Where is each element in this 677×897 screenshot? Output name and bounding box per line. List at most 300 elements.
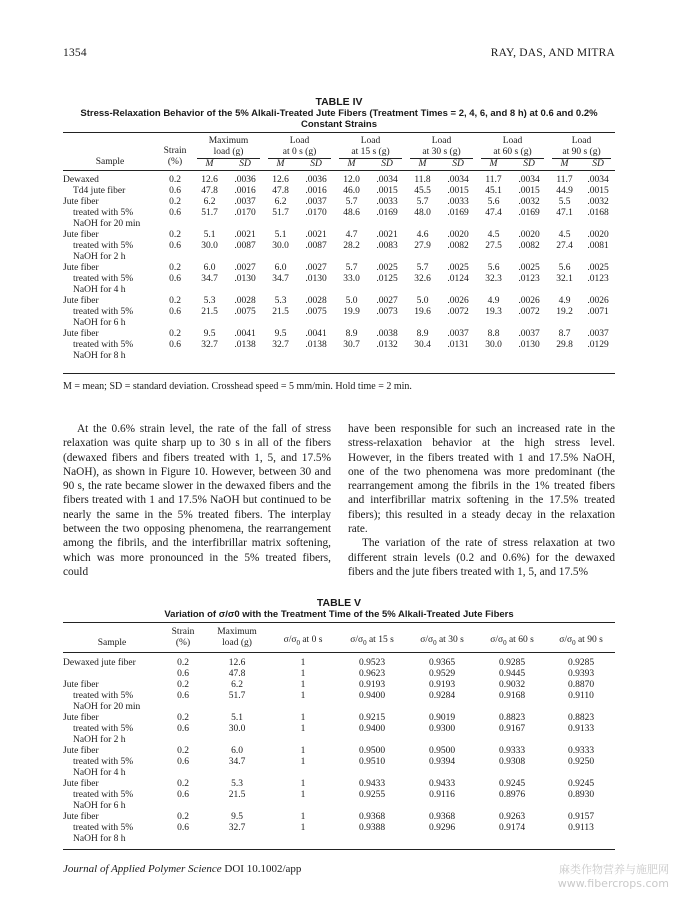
- m-cell: 51.7: [201, 207, 218, 218]
- journal-name: Journal of Applied Polymer Science: [63, 863, 222, 875]
- table4-header-sd: SD: [592, 159, 604, 169]
- table5-header: Maximum load (g): [217, 627, 257, 648]
- max-load-cell: 51.7: [228, 691, 246, 701]
- m-cell: 6.2: [203, 196, 216, 207]
- table-row: [63, 702, 615, 713]
- m-cell: 27.5: [485, 240, 502, 251]
- max-load-cell: 12.6: [228, 658, 246, 668]
- doi: DOI 10.1002/app: [224, 863, 302, 875]
- sd-cell: [439, 318, 477, 329]
- m-cell: 30.0: [272, 240, 289, 251]
- sd-cell: [510, 285, 548, 296]
- sd-cell: .0082: [447, 240, 469, 251]
- sd-cell: .0026: [518, 295, 540, 306]
- table-row: [63, 768, 615, 779]
- ratio-0s-cell: 1: [300, 746, 306, 756]
- ratio-15s-cell: 0.9193: [358, 680, 386, 690]
- m-cell: 30.7: [343, 339, 360, 350]
- sd-cell: .0021: [376, 229, 398, 240]
- sd-cell: .0073: [376, 306, 398, 317]
- sd-cell: .0016: [234, 185, 256, 196]
- m-cell: [477, 285, 510, 296]
- m-cell: 30.0: [485, 339, 502, 350]
- m-cell: [548, 252, 581, 263]
- sd-cell: [581, 318, 615, 329]
- table4: [63, 136, 615, 362]
- table-row: [63, 219, 615, 230]
- body-paragraph: have been responsible for such an increased rate in the stress-relaxation behavior at the high stress level. However, in the fibers treated with 1 and 17.5% NaOH, one of the two phenomena was more predominant (the rearrangement among the fibrils in the 1% treated fibers and interfibrillar matrix softening in the 17.5% treated fibers); this resulted in a steady decay in the relaxation rate.: [348, 423, 615, 536]
- table-row: [63, 197, 615, 208]
- sd-cell: .0129: [587, 339, 609, 350]
- ratio-0s-cell: 1: [300, 757, 306, 767]
- table5-header: $\sigma/\sigma_0$ at 15 s: [350, 635, 394, 647]
- sd-cell: .0034: [587, 174, 609, 185]
- ratio-60s-cell: 0.9263: [498, 812, 526, 822]
- sd-cell: .0168: [587, 207, 609, 218]
- sd-cell: [226, 318, 264, 329]
- running-head-authors: RAY, DAS, AND MITRA: [490, 47, 615, 59]
- table4-caption-line2: Constant Strains: [300, 119, 377, 130]
- strain-cell: 0.6: [177, 823, 189, 833]
- m-cell: [264, 252, 297, 263]
- max-load-cell: [205, 735, 269, 746]
- ratio-30s-cell: 0.9193: [428, 680, 456, 690]
- strain-cell: 0.2: [177, 746, 189, 756]
- table5-label: TABLE V: [316, 597, 362, 609]
- strain-cell: [157, 318, 193, 329]
- m-cell: 4.9: [558, 295, 571, 306]
- ratio-30s-cell: 0.9368: [428, 812, 456, 822]
- m-cell: 4.5: [558, 229, 571, 240]
- strain-cell: 0.2: [177, 779, 189, 789]
- m-cell: 28.2: [343, 240, 360, 251]
- body-left-column: [63, 422, 331, 579]
- sd-cell: .0021: [234, 229, 256, 240]
- sd-cell: [581, 252, 615, 263]
- m-cell: 32.7: [201, 339, 218, 350]
- sd-cell: .0170: [305, 207, 327, 218]
- ratio-30s-cell: 0.9300: [428, 724, 456, 734]
- sample-cell: NaOH for 2 h: [73, 735, 126, 745]
- table-row: [63, 274, 615, 285]
- table5-top-rule: [63, 622, 615, 623]
- body-paragraph: At the 0.6% strain level, the rate of the fall of stress relaxation was quite sharp up to 30 s in all of the fibers (dewaxed fibers and fibers treated with 1, 5, and 17.5% NaOH), as shown in Figure 10. However, between 30 and 90 s, the rate became slower in the dewaxed fibers and the fibers treated with 1 and 17.5% NaOH but continued to be nearly the same in the 5% treated fibers. The interplay between the two opposing phenomena, the rearrangement among the fibrils, and the interfibrillar matrix softening, which was more pronounced in the 5% treated fibers, could: [63, 423, 331, 578]
- table4-header-m: M: [205, 159, 214, 169]
- sd-cell: .0026: [447, 295, 469, 306]
- ratio-15s-cell: 0.9623: [358, 669, 386, 679]
- m-cell: 47.8: [272, 185, 289, 196]
- max-load-cell: 30.0: [228, 724, 246, 734]
- table-row: [63, 713, 615, 724]
- m-cell: 11.7: [485, 174, 502, 185]
- m-cell: 4.5: [487, 229, 500, 240]
- table4-header-group: Maximum load (g): [193, 136, 264, 159]
- m-cell: [406, 351, 439, 362]
- m-cell: 6.0: [203, 262, 216, 273]
- sample-cell: treated with 5%: [73, 724, 134, 734]
- sd-cell: .0034: [518, 174, 540, 185]
- sd-cell: .0041: [305, 328, 327, 339]
- ratio-90s-cell: 0.9285: [567, 658, 595, 668]
- ratio-60s-cell: 0.9285: [498, 658, 526, 668]
- sd-cell: .0025: [587, 262, 609, 273]
- sd-cell: .0071: [587, 306, 609, 317]
- table4-header-group: Load at 0 s (g): [264, 136, 335, 159]
- max-load-cell: 5.1: [231, 713, 243, 723]
- sd-cell: .0015: [376, 185, 398, 196]
- strain-cell: 0.2: [177, 713, 189, 723]
- table-row: [63, 823, 615, 834]
- m-cell: [264, 318, 297, 329]
- m-cell: 8.7: [558, 328, 571, 339]
- watermark-line2: www.fibercrops.com: [557, 877, 669, 890]
- sample-cell: treated with 5%: [73, 339, 134, 350]
- m-cell: 5.7: [416, 262, 429, 273]
- strain-cell: 0.2: [177, 680, 189, 690]
- ratio-30s-cell: 0.9296: [428, 823, 456, 833]
- m-cell: [335, 219, 368, 230]
- table-row: [63, 779, 615, 790]
- sample-cell: treated with 5%: [73, 691, 134, 701]
- sample-cell: Jute fiber: [63, 746, 99, 756]
- m-cell: 5.7: [345, 262, 358, 273]
- m-cell: 32.1: [556, 273, 573, 284]
- m-cell: [548, 219, 581, 230]
- strain-cell: 0.6: [169, 306, 181, 317]
- sd-cell: .0041: [234, 328, 256, 339]
- table4-header-m: M: [418, 159, 427, 169]
- strain-cell: 0.6: [177, 691, 189, 701]
- ratio-15s-cell: 0.9388: [358, 823, 386, 833]
- m-cell: 21.5: [272, 306, 289, 317]
- sd-cell: [439, 351, 477, 362]
- m-cell: 47.8: [201, 185, 218, 196]
- ratio-90s-cell: [547, 834, 615, 845]
- table-row: [63, 329, 615, 340]
- watermark-line1: 麻类作物营养与施肥网: [559, 863, 669, 876]
- sd-cell: .0015: [447, 185, 469, 196]
- sd-cell: .0021: [305, 229, 327, 240]
- sd-cell: .0170: [234, 207, 256, 218]
- sd-cell: [368, 318, 406, 329]
- ratio-60s-cell: 0.8976: [498, 790, 526, 800]
- sd-cell: [581, 285, 615, 296]
- sd-cell: .0016: [305, 185, 327, 196]
- sd-cell: .0130: [305, 273, 327, 284]
- ratio-15s-cell: [337, 702, 407, 713]
- m-cell: 29.8: [556, 339, 573, 350]
- table-row: [63, 186, 615, 197]
- sd-cell: .0032: [518, 196, 540, 207]
- m-cell: 5.0: [416, 295, 429, 306]
- strain-cell: 0.6: [169, 240, 181, 251]
- m-cell: 5.3: [203, 295, 216, 306]
- m-cell: [335, 285, 368, 296]
- table5-header: $\sigma/\sigma_0$ at 30 s: [420, 635, 464, 647]
- ratio-60s-cell: [477, 834, 547, 845]
- sample-cell: Td4 jute fiber: [73, 185, 126, 196]
- m-cell: 32.7: [272, 339, 289, 350]
- table-row: [63, 801, 615, 812]
- m-cell: 6.2: [274, 196, 287, 207]
- sd-cell: [581, 219, 615, 230]
- ratio-30s-cell: 0.9529: [428, 669, 456, 679]
- sd-cell: [297, 219, 335, 230]
- ratio-60s-cell: 0.9445: [498, 669, 526, 679]
- m-cell: 8.9: [416, 328, 429, 339]
- sd-cell: .0123: [518, 273, 540, 284]
- m-cell: 19.3: [485, 306, 502, 317]
- table-row: [63, 735, 615, 746]
- m-cell: [264, 351, 297, 362]
- table4-header-sd: SD: [452, 159, 464, 169]
- m-cell: 21.5: [201, 306, 218, 317]
- ratio-0s-cell: [269, 801, 337, 812]
- ratio-30s-cell: [407, 834, 477, 845]
- sd-cell: .0087: [305, 240, 327, 251]
- sample-cell: Jute fiber: [63, 295, 99, 306]
- ratio-30s-cell: 0.9394: [428, 757, 456, 767]
- sd-cell: [510, 351, 548, 362]
- sd-cell: [439, 219, 477, 230]
- ratio-15s-cell: 0.9255: [358, 790, 386, 800]
- table-row: [63, 307, 615, 318]
- table4-header-strain: Strain (%): [163, 145, 187, 167]
- sd-cell: .0087: [234, 240, 256, 251]
- m-cell: 30.0: [201, 240, 218, 251]
- sd-cell: .0020: [518, 229, 540, 240]
- ratio-0s-cell: 1: [300, 713, 306, 723]
- table4-header-group: Load at 30 s (g): [406, 136, 477, 159]
- table-row: [63, 252, 615, 263]
- ratio-15s-cell: 0.9500: [358, 746, 386, 756]
- sd-cell: .0027: [234, 262, 256, 273]
- m-cell: 48.0: [414, 207, 431, 218]
- table-row: [63, 680, 615, 691]
- m-cell: 12.6: [272, 174, 289, 185]
- table-row: [63, 658, 615, 669]
- max-load-cell: 34.7: [228, 757, 246, 767]
- sample-cell: Jute fiber: [63, 229, 99, 240]
- strain-cell: 0.2: [169, 295, 181, 306]
- sample-cell: treated with 5%: [73, 306, 134, 317]
- table4-header-m: M: [276, 159, 285, 169]
- sd-cell: [439, 252, 477, 263]
- table-row: [63, 340, 615, 351]
- ratio-15s-cell: [337, 735, 407, 746]
- ratio-60s-cell: 0.9333: [498, 746, 526, 756]
- sample-cell: treated with 5%: [73, 240, 134, 251]
- m-cell: 51.7: [272, 207, 289, 218]
- table-row: [63, 669, 615, 680]
- ratio-90s-cell: 0.9133: [567, 724, 595, 734]
- m-cell: 5.6: [487, 262, 500, 273]
- table-row: [63, 351, 615, 362]
- sd-cell: .0033: [376, 196, 398, 207]
- max-load-cell: 5.3: [231, 779, 243, 789]
- ratio-90s-cell: 0.9245: [567, 779, 595, 789]
- sd-cell: .0123: [587, 273, 609, 284]
- ratio-0s-cell: 1: [300, 790, 306, 800]
- ratio-90s-cell: 0.9113: [568, 823, 594, 833]
- strain-cell: 0.2: [169, 229, 181, 240]
- strain-cell: 0.6: [169, 339, 181, 350]
- sd-cell: .0132: [376, 339, 398, 350]
- table5-caption: Variation of σ/σ0 with the Treatment Time of the 5% Alkali-Treated Jute Fibers: [164, 609, 514, 620]
- sd-cell: .0027: [376, 295, 398, 306]
- table4-caption-line1: Stress-Relaxation Behavior of the 5% Alkali-Treated Jute Fibers (Treatment Times = 2, 4, 6, and 8 h) at 0.6 and 0.2%: [80, 108, 598, 119]
- ratio-15s-cell: 0.9368: [358, 812, 386, 822]
- m-cell: 19.2: [556, 306, 573, 317]
- ratio-0s-cell: 1: [300, 812, 306, 822]
- ratio-30s-cell: 0.9433: [428, 779, 456, 789]
- strain-cell: [161, 735, 205, 746]
- ratio-0s-cell: 1: [300, 691, 306, 701]
- table4-bottom-rule: [63, 373, 615, 374]
- m-cell: 5.7: [416, 196, 429, 207]
- ratio-30s-cell: 0.9116: [429, 790, 455, 800]
- strain-cell: 0.2: [169, 174, 181, 185]
- max-load-cell: 6.2: [231, 680, 243, 690]
- m-cell: [406, 285, 439, 296]
- ratio-15s-cell: [337, 768, 407, 779]
- m-cell: 5.0: [345, 295, 358, 306]
- ratio-15s-cell: [337, 834, 407, 845]
- strain-cell: 0.6: [177, 757, 189, 767]
- ratio-0s-cell: [269, 702, 337, 713]
- table-row: [63, 175, 615, 186]
- m-cell: 9.5: [203, 328, 216, 339]
- table5-header: $\sigma/\sigma_0$ at 0 s: [283, 635, 323, 647]
- table4-header-m: M: [347, 159, 356, 169]
- m-cell: 27.4: [556, 240, 573, 251]
- m-cell: 5.6: [487, 196, 500, 207]
- sd-cell: .0034: [447, 174, 469, 185]
- table4-header-sd: SD: [381, 159, 393, 169]
- table-row: [63, 208, 615, 219]
- strain-cell: [161, 834, 205, 845]
- sd-cell: [226, 351, 264, 362]
- sd-cell: .0025: [518, 262, 540, 273]
- sample-cell: NaOH for 6 h: [73, 801, 126, 811]
- sample-cell: treated with 5%: [73, 790, 134, 800]
- ratio-0s-cell: [269, 768, 337, 779]
- table5: [63, 627, 615, 845]
- m-cell: 45.1: [485, 185, 502, 196]
- sd-cell: .0072: [518, 306, 540, 317]
- table-row: [63, 724, 615, 735]
- strain-cell: 0.6: [169, 273, 181, 284]
- m-cell: [335, 252, 368, 263]
- m-cell: [548, 351, 581, 362]
- sd-cell: [368, 351, 406, 362]
- ratio-90s-cell: [547, 702, 615, 713]
- m-cell: 34.7: [272, 273, 289, 284]
- sd-cell: [510, 252, 548, 263]
- table-row: [63, 691, 615, 702]
- m-cell: [406, 318, 439, 329]
- watermark: [558, 863, 669, 891]
- m-cell: [406, 252, 439, 263]
- m-cell: [193, 285, 226, 296]
- sd-cell: .0082: [518, 240, 540, 251]
- sd-cell: .0038: [376, 328, 398, 339]
- sample-cell: NaOH for 20 min: [73, 702, 141, 712]
- sd-cell: .0037: [447, 328, 469, 339]
- sample-cell: NaOH for 2 h: [73, 251, 126, 262]
- ratio-30s-cell: 0.9500: [428, 746, 456, 756]
- m-cell: [548, 318, 581, 329]
- ratio-0s-cell: 1: [300, 779, 306, 789]
- m-cell: 12.6: [201, 174, 218, 185]
- sd-cell: .0025: [376, 262, 398, 273]
- m-cell: 12.0: [343, 174, 360, 185]
- sd-cell: .0037: [518, 328, 540, 339]
- sd-cell: [226, 219, 264, 230]
- sample-cell: NaOH for 4 h: [73, 768, 126, 778]
- sd-cell: [226, 285, 264, 296]
- m-cell: [548, 285, 581, 296]
- sd-cell: .0028: [305, 295, 327, 306]
- max-load-cell: 47.8: [228, 669, 246, 679]
- table-row: [63, 263, 615, 274]
- max-load-cell: [205, 801, 269, 812]
- max-load-cell: [205, 834, 269, 845]
- ratio-0s-cell: 1: [300, 680, 306, 690]
- m-cell: 11.8: [414, 174, 431, 185]
- ratio-90s-cell: 0.9110: [568, 691, 594, 701]
- footer: [63, 863, 301, 875]
- sample-cell: treated with 5%: [73, 757, 134, 767]
- sample-cell: NaOH for 8 h: [73, 350, 126, 361]
- ratio-60s-cell: [477, 801, 547, 812]
- sd-cell: .0125: [376, 273, 398, 284]
- sd-cell: .0015: [587, 185, 609, 196]
- sd-cell: .0075: [305, 306, 327, 317]
- ratio-60s-cell: 0.9032: [498, 680, 526, 690]
- max-load-cell: [205, 702, 269, 713]
- m-cell: 6.0: [274, 262, 287, 273]
- max-load-cell: [205, 768, 269, 779]
- sample-cell: Jute fiber: [63, 812, 99, 822]
- sd-cell: .0032: [587, 196, 609, 207]
- table-row: [63, 285, 615, 296]
- sd-cell: .0124: [447, 273, 469, 284]
- sample-cell: Jute fiber: [63, 713, 99, 723]
- table4-header-sample: Sample: [95, 156, 125, 167]
- ratio-0s-cell: 1: [300, 669, 306, 679]
- ratio-60s-cell: 0.9168: [498, 691, 526, 701]
- m-cell: [477, 219, 510, 230]
- ratio-90s-cell: 0.8930: [567, 790, 595, 800]
- sd-cell: .0130: [234, 273, 256, 284]
- body-right-column: [348, 422, 615, 579]
- m-cell: [193, 252, 226, 263]
- strain-cell: [161, 768, 205, 779]
- sd-cell: .0036: [234, 174, 256, 185]
- sd-cell: .0026: [587, 295, 609, 306]
- m-cell: 32.6: [414, 273, 431, 284]
- ratio-60s-cell: [477, 768, 547, 779]
- sd-cell: .0037: [234, 196, 256, 207]
- sample-cell: Jute fiber: [63, 262, 99, 273]
- ratio-90s-cell: 0.9393: [567, 669, 595, 679]
- ratio-90s-cell: [547, 768, 615, 779]
- ratio-0s-cell: 1: [300, 724, 306, 734]
- m-cell: 5.5: [558, 196, 571, 207]
- strain-cell: [161, 702, 205, 713]
- strain-cell: 0.2: [177, 812, 189, 822]
